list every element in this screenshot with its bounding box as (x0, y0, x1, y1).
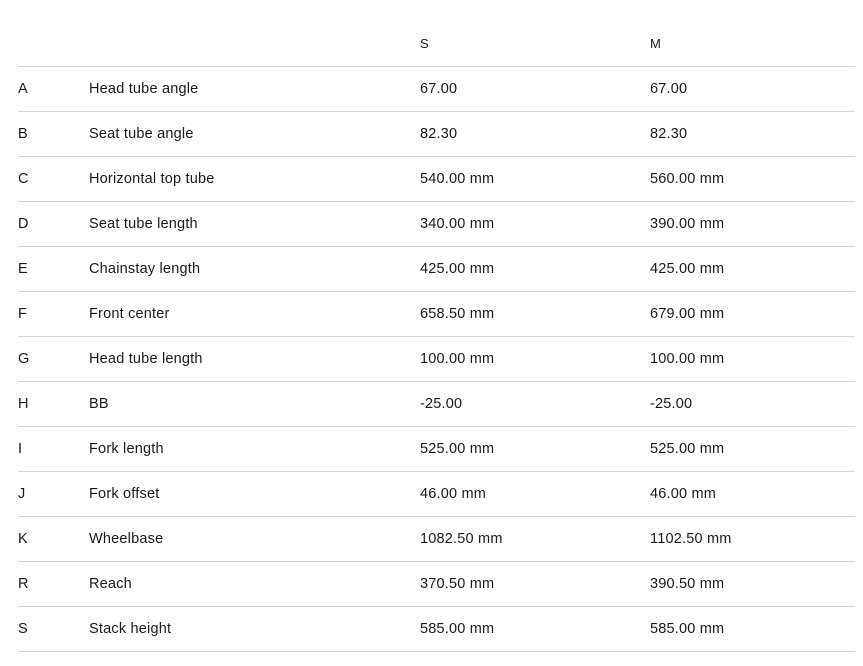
row-measurement-name: Fork length (89, 441, 164, 457)
row-value-s: 658.50 mm (420, 306, 495, 322)
row-value-m: 425.00 mm (650, 261, 725, 277)
table-row (18, 562, 855, 607)
row-value-s: -25.00 (420, 396, 463, 412)
row-letter: K (18, 531, 28, 547)
row-letter: E (18, 261, 28, 277)
row-letter: R (18, 576, 29, 592)
row-value-m: 390.00 mm (650, 216, 725, 232)
row-letter: D (18, 216, 29, 232)
row-value-s: 425.00 mm (420, 261, 495, 277)
row-value-s: 540.00 mm (420, 171, 495, 187)
row-value-s: 340.00 mm (420, 216, 495, 232)
table-row (18, 427, 855, 472)
table-header-row (18, 20, 855, 67)
table-row (18, 292, 855, 337)
row-value-s: 1082.50 mm (420, 531, 503, 547)
row-letter: G (18, 351, 30, 367)
row-letter: C (18, 171, 29, 187)
table-row (18, 337, 855, 382)
row-letter: B (18, 126, 28, 142)
row-measurement-name: Front center (89, 306, 170, 322)
row-value-m: 390.50 mm (650, 576, 725, 592)
row-measurement-name: Horizontal top tube (89, 171, 215, 187)
row-measurement-name: Fork offset (89, 486, 160, 502)
row-letter: J (18, 486, 26, 502)
row-measurement-name: Stack height (89, 621, 172, 637)
table-row (18, 67, 855, 112)
row-letter: F (18, 306, 28, 322)
row-letter: S (18, 621, 28, 637)
row-measurement-name: Reach (89, 576, 132, 592)
row-measurement-name: Head tube angle (89, 81, 199, 97)
row-value-m: 679.00 mm (650, 306, 725, 322)
row-value-s: 370.50 mm (420, 576, 495, 592)
row-value-m: -25.00 (650, 396, 693, 412)
row-measurement-name: Chainstay length (89, 261, 201, 277)
table-row (18, 517, 855, 562)
table-row (18, 607, 855, 652)
row-measurement-name: BB (89, 396, 109, 412)
table-row (18, 157, 855, 202)
header-size-s: S (420, 36, 430, 51)
geometry-table (18, 20, 855, 652)
table-row (18, 382, 855, 427)
row-value-m: 67.00 (650, 81, 688, 97)
row-letter: A (18, 81, 28, 97)
row-value-m: 82.30 (650, 126, 688, 142)
row-value-s: 585.00 mm (420, 621, 495, 637)
row-measurement-name: Head tube length (89, 351, 203, 367)
row-value-s: 82.30 (420, 126, 458, 142)
row-value-s: 100.00 mm (420, 351, 495, 367)
row-value-m: 560.00 mm (650, 171, 725, 187)
header-size-m: M (650, 36, 662, 51)
table-row (18, 472, 855, 517)
row-measurement-name: Seat tube length (89, 216, 198, 232)
table-body (18, 67, 855, 652)
row-value-m: 46.00 mm (650, 486, 717, 502)
row-value-m: 100.00 mm (650, 351, 725, 367)
row-measurement-name: Seat tube angle (89, 126, 194, 142)
table-row (18, 202, 855, 247)
row-value-s: 525.00 mm (420, 441, 495, 457)
table-row (18, 112, 855, 157)
row-letter: H (18, 396, 29, 412)
row-value-m: 1102.50 mm (650, 531, 732, 547)
table-row (18, 247, 855, 292)
row-value-m: 525.00 mm (650, 441, 725, 457)
row-measurement-name: Wheelbase (89, 531, 164, 547)
row-value-s: 46.00 mm (420, 486, 487, 502)
row-value-s: 67.00 (420, 81, 458, 97)
row-value-m: 585.00 mm (650, 621, 725, 637)
row-letter: I (18, 441, 23, 457)
